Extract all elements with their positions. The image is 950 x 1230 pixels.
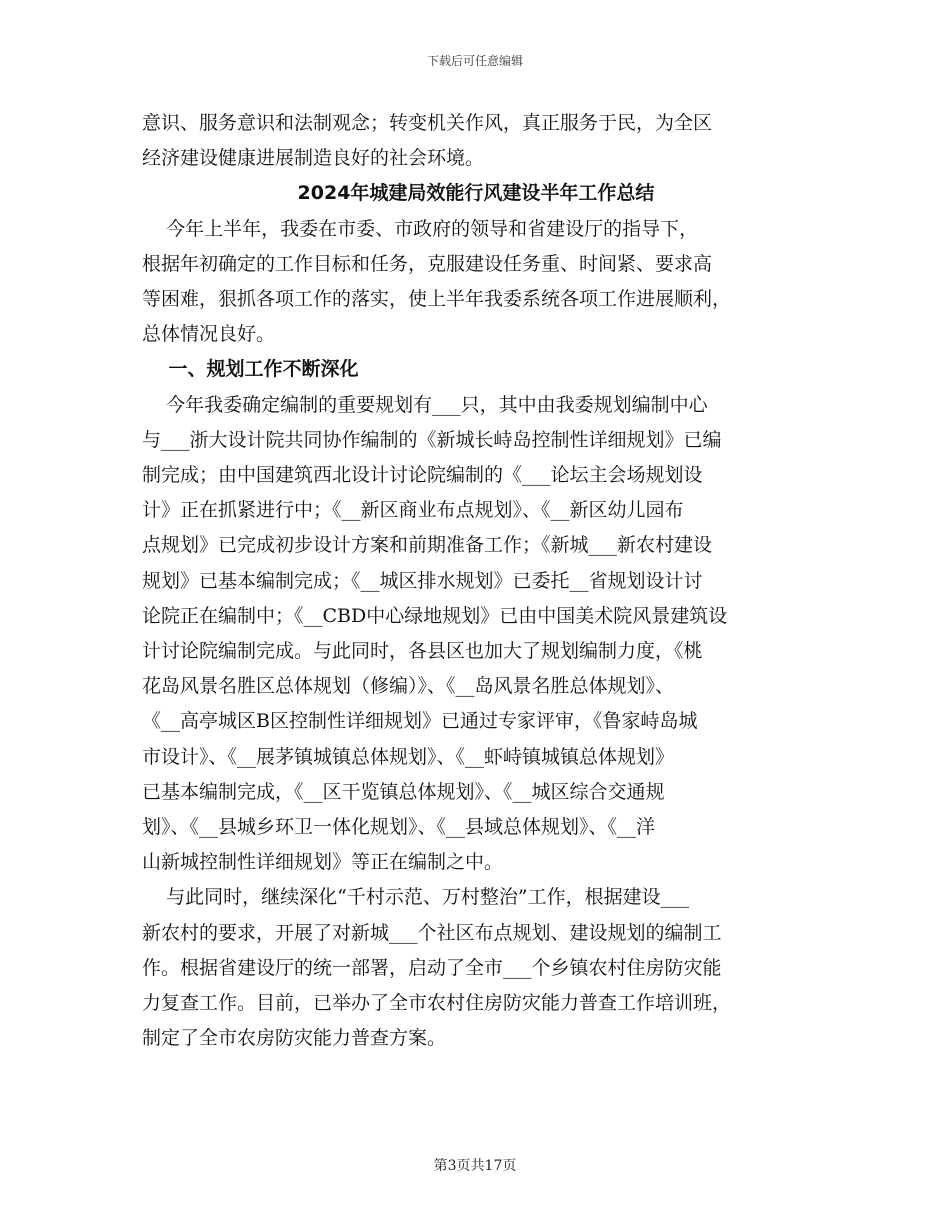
body-line: 论院正在编制中；《__CBD中心绿地规划》已由中国美术院风景建筑设: [142, 604, 728, 627]
body-line: 新农村的要求，开展了对新城___个社区布点规划、建设规划的编制工: [142, 921, 722, 944]
page-header: 下载后可任意编辑: [426, 54, 523, 68]
body-line: 已基本编制完成，《__区干览镇总体规划》、《__城区综合交通规: [142, 780, 665, 803]
page-footer: 第3页共17页: [433, 1158, 517, 1174]
document-title: 2024年城建局效能行风建设半年工作总结: [297, 182, 655, 205]
body-line: 经济建设健康进展制造良好的社会环境。: [142, 147, 485, 170]
body-line: 规划》已基本编制完成；《__城区排水规划》已委托__省规划设计讨: [142, 569, 703, 592]
body-line: 划》、《__县城乡环卫一体化规划》、《__县域总体规划》、《__洋: [142, 816, 656, 839]
body-line: 等困难，狠抓各项工作的落实，使上半年我委系统各项工作进展顺利，: [142, 288, 732, 311]
body-line: 计》正在抓紧进行中；《__新区商业布点规划》、《__新区幼儿园布: [142, 499, 684, 522]
body-line: 总体情况良好。: [142, 323, 276, 346]
body-line: 力复查工作。目前，已举办了全市农村住房防灾能力普查工作培训班，: [142, 992, 732, 1015]
body-line: 《__高亭城区B区控制性详细规划》已通过专家评审，《鲁家峙岛城: [142, 710, 698, 733]
body-line: 计讨论院编制完成。与此同时，各县区也加大了规划编制力度，《桃: [142, 640, 703, 663]
body-line: 根据年初确定的工作目标和任务，克服建设任务重、时间紧、要求高: [142, 252, 713, 275]
body-line: 花岛风景名胜区总体规划（修编）》、《__岛风景名胜总体规划》、: [142, 675, 675, 698]
document-body: [142, 106, 810, 1056]
body-line: 点规划》已完成初步设计方案和前期准备工作；《新城___新农村建设: [142, 534, 713, 557]
body-line: 与此同时，继续深化“千村示范、万村整治”工作，根据建设___: [142, 886, 690, 909]
body-line: 市设计》、《__展茅镇城镇总体规划》、《__虾峙镇城镇总体规划》: [142, 745, 675, 768]
body-line: 与___浙大设计院共同协作编制的《新城长峙岛控制性详细规划》已编: [142, 428, 722, 451]
body-line: 意识、服务意识和法制观念；转变机关作风，真正服务于民，为全区: [142, 112, 713, 134]
body-line: 制完成；由中国建筑西北设计讨论院编制的《___论坛主会场规划设: [142, 464, 703, 487]
section-heading: 一、规划工作不断深化: [142, 358, 359, 381]
body-line: 今年我委确定编制的重要规划有___只，其中由我委规划编制中心: [142, 393, 708, 416]
body-line: 山新城控制性详细规划》等正在编制之中。: [142, 851, 504, 874]
body-line: 作。根据省建设厅的统一部署，启动了全市___个乡镇农村住房防灾能: [142, 956, 722, 979]
body-line: 今年上半年，我委在市委、市政府的领导和省建设厅的指导下，: [142, 217, 699, 240]
body-line: 制定了全市农房防灾能力普查方案。: [142, 1027, 447, 1050]
